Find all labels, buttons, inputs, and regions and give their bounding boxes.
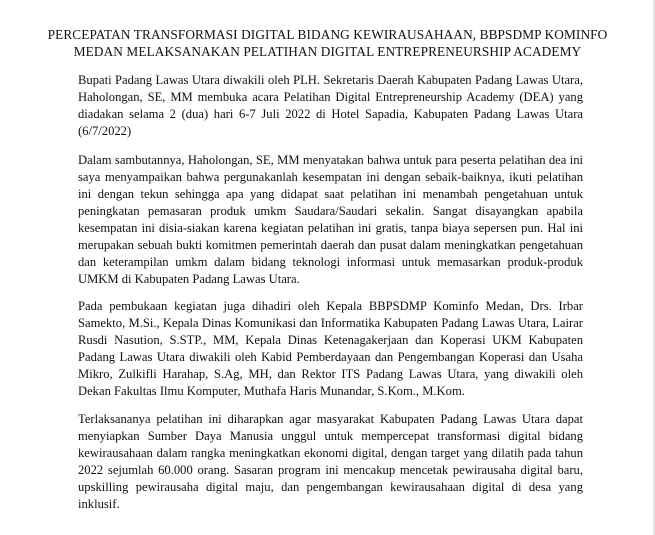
document-title bbox=[40, 26, 615, 60]
paragraph-attendees: Pada pembukaan kegiatan juga dihadiri oleh Kepala BBPSDMP Kominfo Medan, Drs. Irbar Samekto, M.Si., Kepala Dinas Komunikasi dan Informatika Kabupaten Padang Lawas Utara, Lairar Rusdi Nasution, S.STP., MM, Kepala Dinas Ketenagakerjaan dan Koperasi UKM Kabupaten Padang Lawas Utara diwakili oleh Kabid Pemberdayaan dan Pengembangan Koperasi dan Usaha Mikro, Zulkifli Harahap, S.Ag, MH, dan Rektor ITS Padang Lawas Utara, yang diwakili oleh Dekan Fakultas Ilmu Komputer, Muthafa Haris Munandar, S.Kom., M.Kom. bbox=[78, 299, 583, 398]
paragraph-closing: Terlaksananya pelatihan ini diharapkan agar masyarakat Kabupaten Padang Lawas Utara dapat menyiapkan Sumber Daya Manusia unggul untuk mempercepat transformasi digital bidang kewirausahaan dalam rangka meningkatkan ekonomi digital, dengan target yang dilatih pada tahun 2022 sejumlah 60.000 orang. Sasaran program ini mencakup mencetak pewirausaha digital baru, upskilling pewirausaha digital maju, dan pengembangan kewirausahaan digital di desa yang inklusif. bbox=[78, 412, 583, 511]
title-line-1: PERCEPATAN TRANSFORMASI DIGITAL BIDANG KEWIRAUSAHAAN, BBPSDMP KOMINFO bbox=[47, 27, 608, 42]
paragraph-opening: Bupati Padang Lawas Utara diwakili oleh PLH. Sekretaris Daerah Kabupaten Padang Lawas Utara, Haholongan, SE, MM membuka acara Pelatihan Digital Entrepreneurship Academy (DEA) yang diadakan selama 2 (dua) hari 6-7 Juli 2022 di Hotel Sapadia, Kabupaten Padang Lawas Utara (6/7/2022) bbox=[78, 73, 583, 138]
title-line-2: MEDAN MELAKSANAKAN PELATIHAN DIGITAL ENTREPRENEURSHIP ACADEMY bbox=[73, 44, 582, 59]
paragraph-speech: Dalam sambutannya, Haholongan, SE, MM menyatakan bahwa untuk para peserta pelatihan dea ini saya menyampaikan bahwa pergunakanlah kesempatan ini dengan sebaik-baiknya, ikuti pelatihan ini dengan tekun sehingga apa yang didapat saat pelatihan ini menambah pengetahuan untuk peningkatan pemasaran produk umkm Saudara/Saudari sekalin. Sangat disayangkan apabila kesempatan ini disia-siakan karena kegiatan pelatihan ini gratis, tanpa biaya sepersen pun. Hal ini merupakan sebuah bukti komitmen pemerintah daerah dan pusat dalam meningkatkan pengetahuan dan keterampilan umkm dalam bidang teknologi informasi untuk memasarkan produk-produk UMKM di Kabupaten Padang Lawas Utara. bbox=[78, 153, 583, 286]
